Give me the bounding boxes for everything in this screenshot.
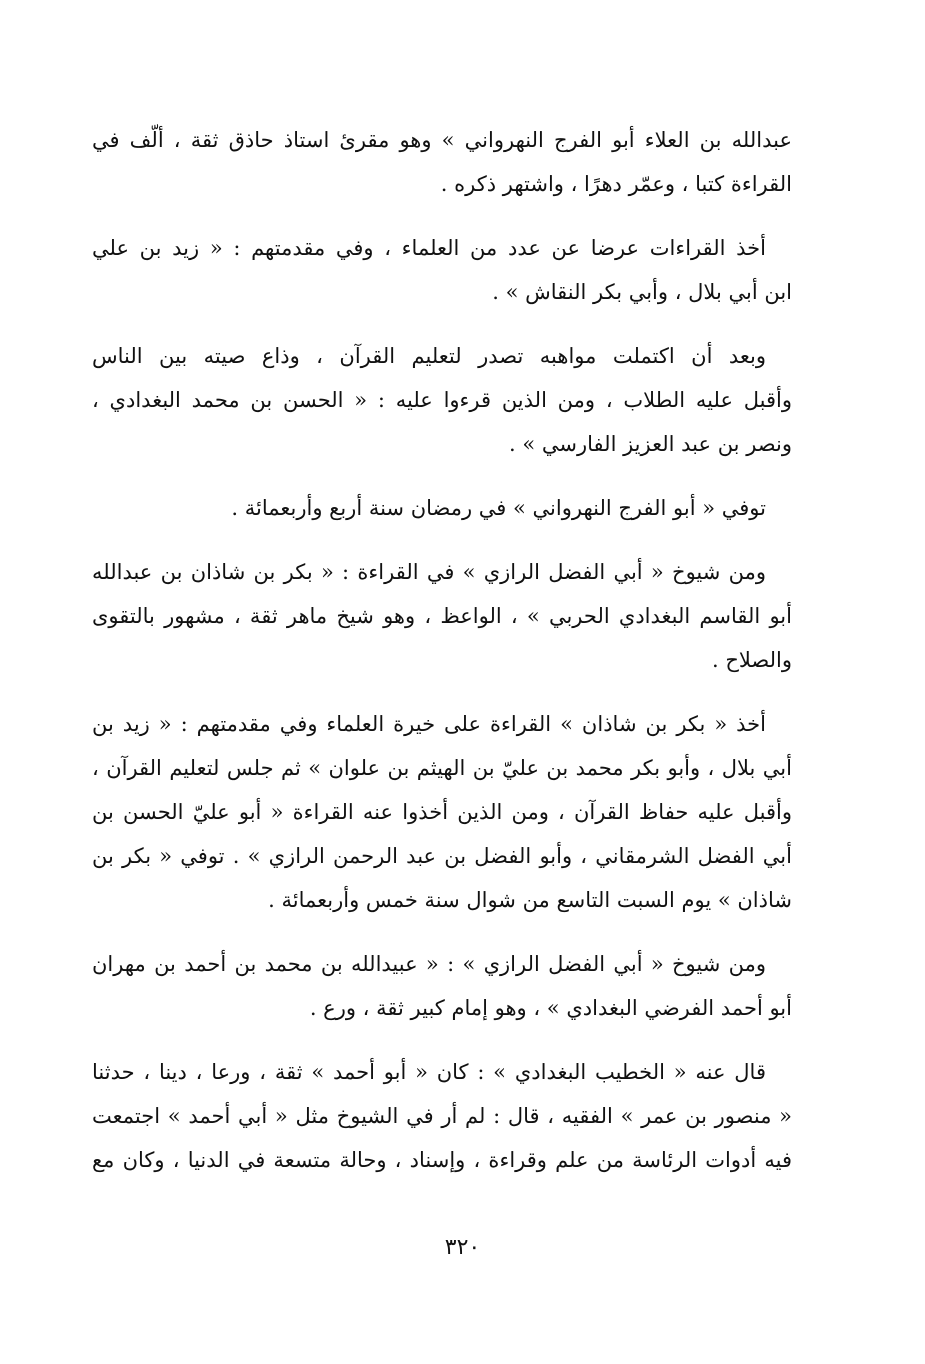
page-body <box>92 118 792 1202</box>
text-line: القراءة كتبا ، وعمّر دهرًا ، واشتهر ذكره . <box>440 172 792 196</box>
text-line: أبي بلال ، وأبو بكر محمد بن عليّ بن الهيثم بن علوان » ثم جلس لتعليم القرآن ، <box>92 756 792 780</box>
paragraph-4 <box>92 486 792 530</box>
text-line: والصلاح . <box>711 648 792 672</box>
text-line: أخذ القراءات عرضا عن عدد من العلماء ، وفي مقدمتهم : « زيد بن علي <box>92 236 766 260</box>
text-line: وأقبل عليه الطلاب ، ومن الذين قرءوا عليه : « الحسن بن محمد البغدادي ، <box>92 388 792 412</box>
paragraph-5 <box>92 550 792 682</box>
paragraph-7 <box>92 942 792 1030</box>
text-line: وبعد أن اكتملت مواهبه تصدر لتعليم القرآن ، وذاع صيته بين الناس <box>92 344 766 368</box>
text-line: أبي الفضل الشرمقاني ، وأبو الفضل بن عبد الرحمن الرازي » . توفي « بكر بن <box>92 844 792 868</box>
text-line: ونصر بن عبد العزيز الفارسي » . <box>509 432 792 456</box>
text-line: قال عنه « الخطيب البغدادي » : كان « أبو أحمد » ثقة ، ورعا ، دينا ، حدثنا <box>92 1060 766 1084</box>
text-line: أبو أحمد الفرضي البغدادي » ، وهو إمام كبير ثقة ، ورع . <box>309 996 792 1020</box>
text-line: ابن أبي بلال ، وأبي بكر النقاش » . <box>492 280 792 304</box>
page-number: ٣٢٠ <box>444 1235 481 1260</box>
text-line: ومن شيوخ « أبي الفضل الرازي » في القراءة : « بكر بن شاذان بن عبدالله <box>92 560 766 584</box>
text-line: « منصور بن عمر » الفقيه ، قال : لم أر في الشيوخ مثل « أبي أحمد » اجتمعت <box>92 1104 792 1128</box>
text-line: فيه أدوات الرئاسة من علم وقراءة ، وإسناد ، وحالة متسعة في الدنيا ، وكان مع <box>92 1148 792 1172</box>
paragraph-8 <box>92 1050 792 1182</box>
text-line: وأقبل عليه حفاظ القرآن ، ومن الذين أخذوا عنه القراءة « أبو عليّ الحسن بن <box>92 800 792 824</box>
text-line: شاذان » يوم السبت التاسع من شوال سنة خمس وأربعمائة . <box>268 888 792 912</box>
paragraph-3 <box>92 334 792 466</box>
text-line: عبدالله بن العلاء أبو الفرج النهرواني » وهو مقرئ استاذ حاذق ثقة ، ألّف في <box>92 128 792 152</box>
text-line: ومن شيوخ « أبي الفضل الرازي » : « عبيدالله بن محمد بن أحمد بن مهران <box>92 952 766 976</box>
text-line: توفي « أبو الفرج النهرواني » في رمضان سنة أربع وأربعمائة . <box>231 496 766 520</box>
text-line: أخذ « بكر بن شاذان » القراءة على خيرة العلماء وفي مقدمتهم : « زيد بن <box>92 712 766 736</box>
paragraph-1 <box>92 118 792 206</box>
paragraph-2 <box>92 226 792 314</box>
text-line: أبو القاسم البغدادي الحربي » ، الواعظ ، وهو شيخ ماهر ثقة ، مشهور بالتقوى <box>92 604 792 628</box>
paragraph-6 <box>92 702 792 922</box>
